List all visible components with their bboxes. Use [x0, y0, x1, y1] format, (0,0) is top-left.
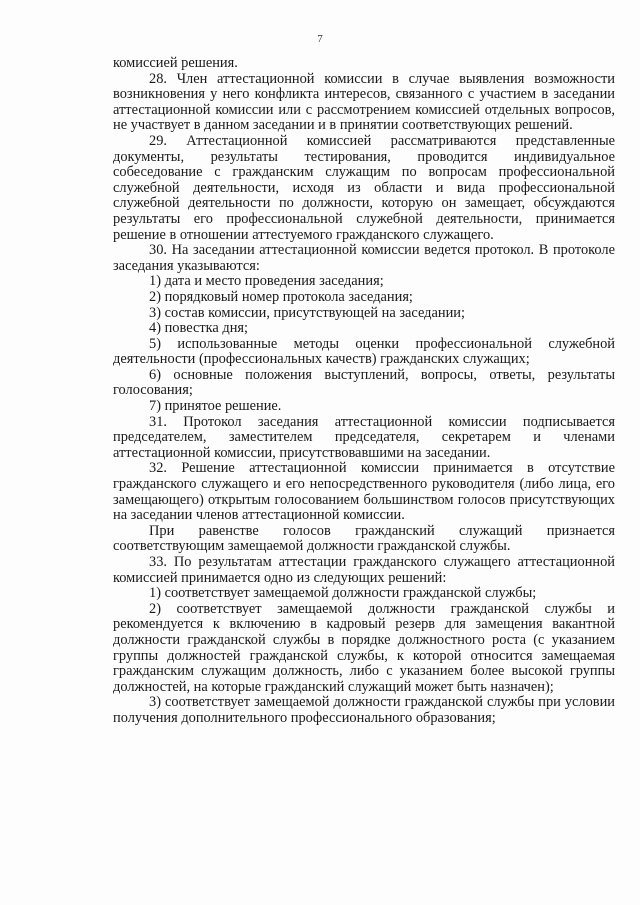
paragraph-33: 33. По результатам аттестации гражданского служащего аттестационной комиссией принимается одно из следующих решений:	[113, 554, 615, 586]
paragraph-32: 32. Решение аттестационной комиссии принимается в отсутствие гражданского служащего и его непосредственного руководителя (либо лица, его замещающего) открытым голосованием большинством голосов присутствующих на заседании членов аттестационной комиссии.	[113, 460, 615, 524]
list-item: 3) состав комиссии, присутствующей на заседании;	[149, 304, 465, 321]
document-body	[113, 56, 615, 727]
list-item: 5) использованные методы оценки профессиональной служебной деятельности (профессиональных качеств) гражданских служащих;	[113, 335, 615, 368]
list-item: 4) повестка дня;	[149, 320, 249, 337]
list-item: 2) порядковый номер протокола заседания;	[149, 288, 413, 305]
list-item: 7) принятое решение.	[149, 398, 282, 415]
paragraph-28: 28. Член аттестационной комиссии в случае выявления возможности возникновения у него конфликта интересов, связанного с участием в заседании аттестационной комиссии или с рассмотрением комиссией отдельных вопросов, не участвует в данном заседании и в принятии соответствующих решений.	[113, 70, 615, 134]
list-item: 3) соответствует замещаемой должности гражданской службы при условии получения дополнительного профессионального образования;	[113, 694, 615, 726]
list-item: 2) соответствует замещаемой должности гражданской службы и рекомендуется к включению в кадровый резерв для замещения вакантной должности гражданской службы в порядке должностного роста (с указанием группы должностей гражданской службы, к которой относится замещаемая гражданским служащим должность, либо с указанием более высокой группы должностей, на которые гражданский служащий может быть назначен);	[113, 600, 615, 695]
paragraph: При равенстве голосов гражданский служащий признается соответствующим замещаемой должности гражданской службы.	[113, 522, 615, 555]
list-item: 1) соответствует замещаемой должности гражданской службы;	[149, 585, 537, 602]
list-item: 6) основные положения выступлений, вопросы, ответы, результаты голосования;	[113, 366, 615, 399]
paragraph-29: 29. Аттестационной комиссией рассматриваются представленные документы, результаты тестирования, проводится индивидуальное собеседование с гражданским служащим по вопросам профессиональной служебной деятельности, исходя из области и вида профессиональной служебной деятельности по должности, которую он замещает, обсуждаются результаты его профессиональной служебной деятельности, принимается решение в отношении аттестуемого гражданского служащего.	[113, 132, 615, 243]
paragraph-30: 30. На заседании аттестационной комиссии ведется протокол. В протоколе заседания указываются:	[113, 242, 615, 274]
paragraph-31: 31. Протокол заседания аттестационной комиссии подписывается председателем, заместителем председателя, секретарем и членами аттестационной комиссии, присутствовавшими на заседании.	[113, 413, 615, 461]
paragraph: комиссией решения.	[113, 55, 238, 71]
list-item: 1) дата и место проведения заседания;	[149, 273, 384, 290]
page-number: 7	[317, 33, 323, 45]
